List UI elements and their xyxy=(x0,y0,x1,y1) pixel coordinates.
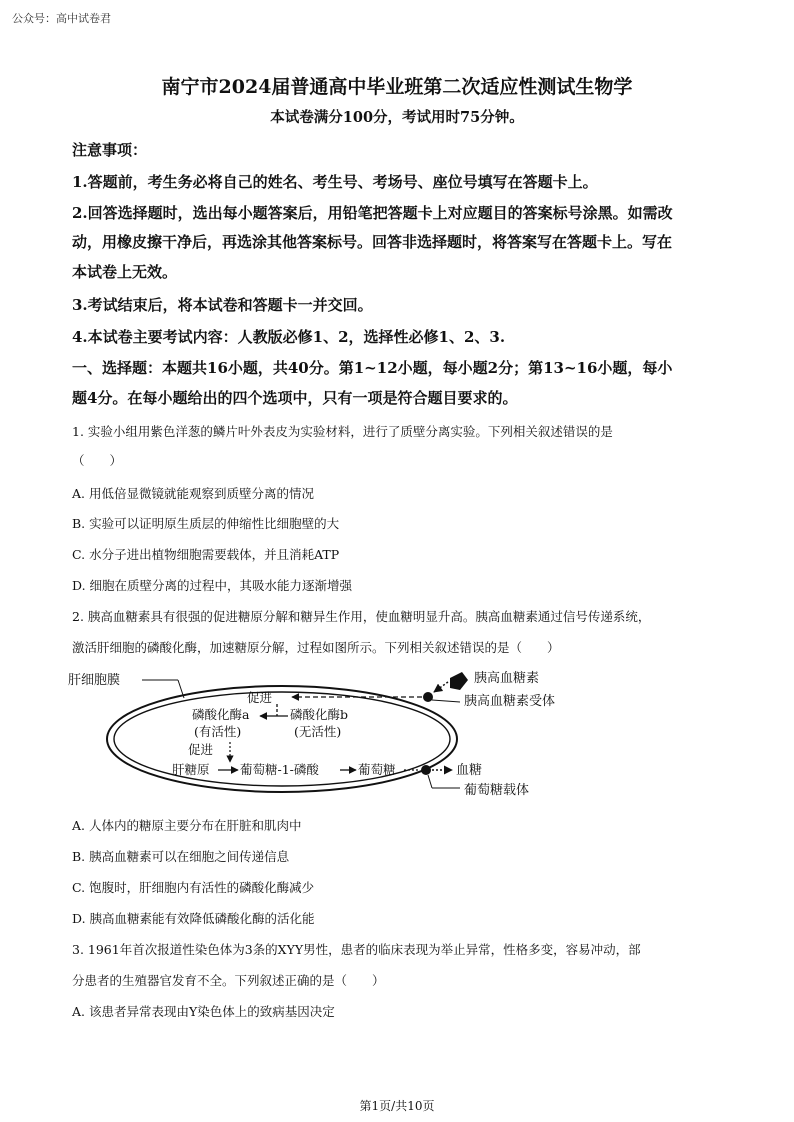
q2-stem-line-2: 激活肝细胞的磷酸化酶，加速糖原分解，过程如图所示。下列相关叙述错误的是（ ） xyxy=(72,640,560,655)
glycogen-label: 肝糖原 xyxy=(172,762,210,777)
notice-heading: 注意事项： xyxy=(72,141,148,159)
page-footer: 第1页/共10页 xyxy=(359,1099,435,1113)
q2-option-c: C. 饱腹时，肝细胞内有活性的磷酸化酶减少 xyxy=(72,880,315,895)
exam-title: 南宁市2024届普通高中毕业班第二次适应性测试生物学 xyxy=(161,76,633,98)
glucose-label: 葡萄糖 xyxy=(358,762,396,777)
glucagon-label: 胰高血糖素 xyxy=(474,671,540,686)
q1-stem-line-2: （ ） xyxy=(72,453,123,468)
q3-stem-line-1: 3. 1961年首次报道性染色体为3条的XYY男性，患者的临床表现为举止异常，性格多变，容易冲动，部 xyxy=(72,942,641,957)
notice-item-1: 1.答题前，考生务必将自己的姓名、考生号、考场号、座位号填写在答题卡上。 xyxy=(72,173,598,191)
section-1-line-1: 一、选择题：本题共16小题，共40分。第1~12小题，每小题2分；第13~16小题，每小 xyxy=(72,359,673,377)
enzyme-b-state: (无活性) xyxy=(294,724,342,739)
q2-option-d: D. 胰高血糖素能有效降低磷酸化酶的活化能 xyxy=(72,911,315,926)
notice-item-2-line-1: 2.回答选择题时，选出每小题答案后，用铅笔把答题卡上对应题目的答案标号涂黑。如需改 xyxy=(72,204,673,222)
q1-option-a: A. 用低倍显微镜就能观察到质壁分离的情况 xyxy=(72,486,314,501)
section-1-line-2: 题4分。在每小题给出的四个选项中，只有一项是符合题目要求的。 xyxy=(72,389,518,407)
q2-option-b: B. 胰高血糖素可以在细胞之间传递信息 xyxy=(72,849,290,864)
exam-subtitle: 本试卷满分100分，考试用时75分钟。 xyxy=(270,109,524,126)
notice-item-2-line-2: 动，用橡皮擦干净后，再选涂其他答案标号。回答非选择题时，将答案写在答题卡上。写在 xyxy=(72,233,673,251)
carrier-dot xyxy=(421,765,431,775)
glucagon-pathway-diagram xyxy=(60,664,620,810)
q2-option-a: A. 人体内的糖原主要分布在肝脏和肌肉中 xyxy=(72,818,302,833)
enzyme-b-label: 磷酸化酶b xyxy=(290,707,349,722)
q2-stem-line-1: 2. 胰高血糖素具有很强的促进糖原分解和糖异生作用，使血糖明显升高。胰高血糖素通过信号传递系统， xyxy=(72,609,651,624)
glucagon-ligand-icon xyxy=(450,672,468,690)
q1-option-b: B. 实验可以证明原生质层的伸缩性比细胞壁的大 xyxy=(72,516,340,531)
notice-item-2-line-3: 本试卷上无效。 xyxy=(72,263,178,281)
receptor-dot xyxy=(423,692,433,702)
carrier-label: 葡萄糖载体 xyxy=(464,783,530,798)
q1-option-c: C. 水分子进出植物细胞需要载体，并且消耗ATP xyxy=(72,547,340,562)
q3-option-a: A. 该患者异常表现由Y染色体上的致病基因决定 xyxy=(72,1004,335,1019)
q1-stem-line-1: 1. 实验小组用紫色洋葱的鳞片叶外表皮为实验材料，进行了质壁分离实验。下列相关叙述错误的是 xyxy=(72,424,613,439)
enzyme-a-state: (有活性) xyxy=(194,724,242,739)
promote-label-top: 促进 xyxy=(247,690,273,705)
q3-stem-line-2: 分患者的生殖器官发育不全。下列叙述正确的是（ ） xyxy=(72,973,385,988)
receptor-label: 胰高血糖素受体 xyxy=(464,694,556,709)
notice-item-3: 3.考试结束后，将本试卷和答题卡一并交回。 xyxy=(72,296,373,314)
blood-sugar-label: 血糖 xyxy=(456,763,483,778)
header-note: 公众号：高中试卷君 xyxy=(12,12,111,25)
g1p-label: 葡萄糖-1-磷酸 xyxy=(240,762,319,777)
q1-option-d: D. 细胞在质壁分离的过程中，其吸水能力逐渐增强 xyxy=(72,578,353,593)
promote-label-bottom: 促进 xyxy=(188,742,214,757)
notice-item-4: 4.本试卷主要考试内容：人教版必修1、2，选择性必修1、2、3. xyxy=(72,328,506,346)
enzyme-a-label: 磷酸化酶a xyxy=(192,707,250,722)
membrane-label: 肝细胞膜 xyxy=(68,673,121,688)
